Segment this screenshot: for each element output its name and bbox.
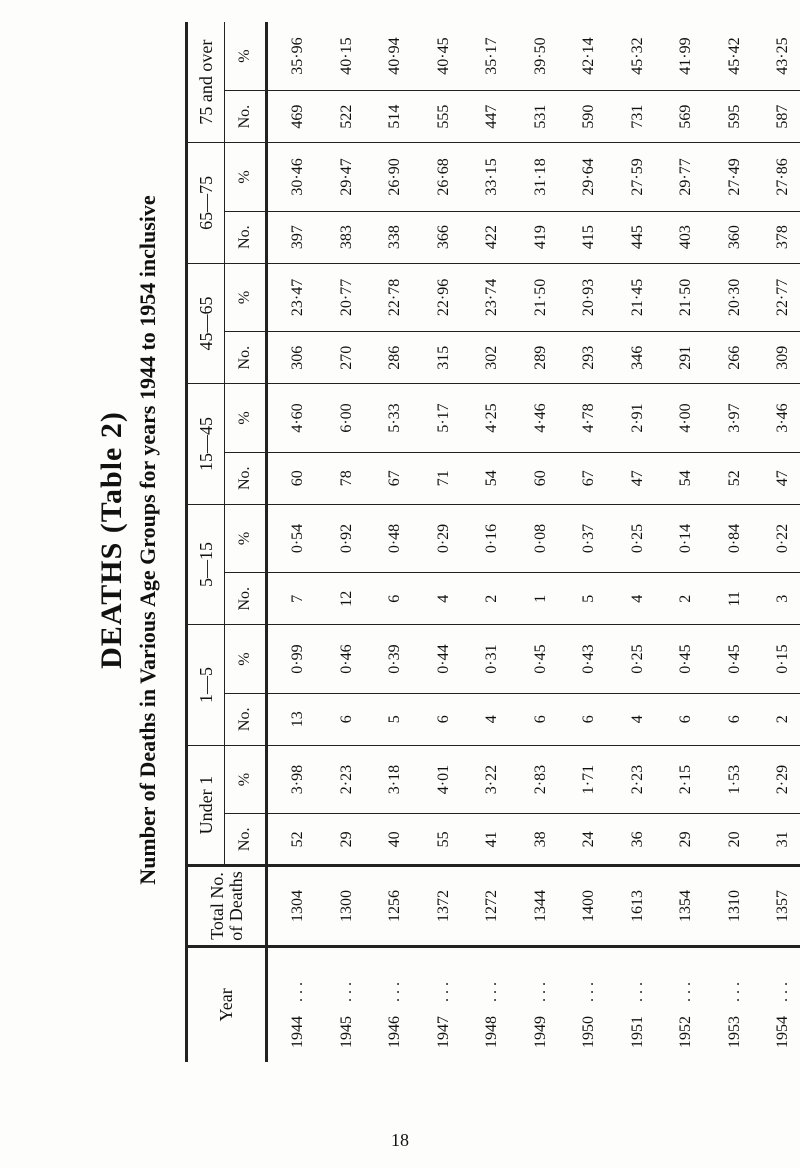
percent-cell: 0·31 — [468, 625, 517, 694]
count-cell: 531 — [517, 91, 566, 143]
count-cell: 47 — [759, 452, 800, 504]
percent-cell: 26·68 — [420, 143, 469, 212]
leader-dots: ... — [289, 978, 307, 1002]
percent-cell: 2·91 — [614, 384, 663, 453]
count-cell: 522 — [323, 91, 372, 143]
count-cell: 29 — [323, 814, 372, 866]
count-cell: 60 — [267, 452, 323, 504]
group-header-65-75: 65—75 — [187, 143, 225, 264]
group-header-15-45: 15—45 — [187, 384, 225, 505]
percent-cell: 40·45 — [420, 22, 469, 91]
year-value: 1945 — [337, 1016, 355, 1048]
page-number: 18 — [391, 1130, 409, 1150]
count-cell: 555 — [420, 91, 469, 143]
count-cell: 36 — [614, 814, 663, 866]
total-deaths-cell: 1613 — [614, 866, 663, 946]
count-cell: 54 — [468, 452, 517, 504]
group-header-5-15: 5—15 — [187, 504, 225, 625]
percent-cell: 3·22 — [468, 745, 517, 814]
percent-cell: 4·01 — [420, 745, 469, 814]
no-header: No. — [225, 693, 267, 745]
pct-header: % — [225, 384, 267, 453]
table-row — [420, 22, 469, 1062]
no-header: No. — [225, 573, 267, 625]
count-cell: 360 — [711, 211, 760, 263]
count-cell: 286 — [371, 332, 420, 384]
count-cell: 1 — [517, 573, 566, 625]
pct-header: % — [225, 625, 267, 694]
percent-cell: 3·98 — [267, 745, 323, 814]
count-cell: 514 — [371, 91, 420, 143]
year-cell — [468, 946, 517, 1062]
percent-cell: 27·49 — [711, 143, 760, 212]
count-cell: 6 — [662, 693, 711, 745]
percent-cell: 20·77 — [323, 263, 372, 332]
year-cell — [517, 946, 566, 1062]
leader-dots: ... — [483, 978, 501, 1002]
percent-cell: 29·64 — [565, 143, 614, 212]
year-cell — [420, 946, 469, 1062]
percent-cell: 0·44 — [420, 625, 469, 694]
count-cell: 447 — [468, 91, 517, 143]
count-cell: 309 — [759, 332, 800, 384]
year-value: 1944 — [289, 1016, 307, 1048]
count-cell: 12 — [323, 573, 372, 625]
percent-cell: 0·46 — [323, 625, 372, 694]
percent-cell: 0·45 — [662, 625, 711, 694]
count-cell: 4 — [614, 693, 663, 745]
leader-dots: ... — [580, 978, 598, 1002]
year-value: 1952 — [677, 1016, 695, 1048]
percent-cell: 22·77 — [759, 263, 800, 332]
percent-cell: 4·46 — [517, 384, 566, 453]
count-cell: 315 — [420, 332, 469, 384]
table-body — [267, 22, 800, 1062]
count-cell: 289 — [517, 332, 566, 384]
count-cell: 24 — [565, 814, 614, 866]
no-header: No. — [225, 91, 267, 143]
percent-cell: 22·96 — [420, 263, 469, 332]
total-deaths-cell: 1354 — [662, 866, 711, 946]
count-cell: 306 — [267, 332, 323, 384]
percent-cell: 23·74 — [468, 263, 517, 332]
deaths-table-container — [185, 22, 800, 1062]
group-header-75-over: 75 and over — [187, 22, 225, 143]
percent-cell: 0·14 — [662, 504, 711, 573]
table-row — [517, 22, 566, 1062]
percent-cell: 0·29 — [420, 504, 469, 573]
percent-cell: 4·78 — [565, 384, 614, 453]
table-row — [323, 22, 372, 1062]
percent-cell: 0·99 — [267, 625, 323, 694]
no-header: No. — [225, 332, 267, 384]
percent-cell: 35·96 — [267, 22, 323, 91]
percent-cell: 31·18 — [517, 143, 566, 212]
count-cell: 6 — [517, 693, 566, 745]
pct-header: % — [225, 504, 267, 573]
count-cell: 590 — [565, 91, 614, 143]
pct-header: % — [225, 22, 267, 91]
count-cell: 3 — [759, 573, 800, 625]
count-cell: 2 — [759, 693, 800, 745]
total-deaths-cell: 1400 — [565, 866, 614, 946]
group-header-1-5: 1—5 — [187, 625, 225, 746]
percent-cell: 45·32 — [614, 22, 663, 91]
total-deaths-cell: 1300 — [323, 866, 372, 946]
percent-cell: 4·00 — [662, 384, 711, 453]
count-cell: 6 — [711, 693, 760, 745]
count-cell: 5 — [371, 693, 420, 745]
percent-cell: 20·93 — [565, 263, 614, 332]
percent-cell: 45·42 — [711, 22, 760, 91]
count-cell: 78 — [323, 452, 372, 504]
count-cell: 29 — [662, 814, 711, 866]
count-cell: 6 — [420, 693, 469, 745]
percent-cell: 40·15 — [323, 22, 372, 91]
count-cell: 38 — [517, 814, 566, 866]
percent-cell: 2·15 — [662, 745, 711, 814]
table-row — [468, 22, 517, 1062]
count-cell: 403 — [662, 211, 711, 263]
count-cell: 40 — [371, 814, 420, 866]
percent-cell: 33·15 — [468, 143, 517, 212]
percent-cell: 3·97 — [711, 384, 760, 453]
percent-cell: 0·92 — [323, 504, 372, 573]
percent-cell: 5·33 — [371, 384, 420, 453]
count-cell: 60 — [517, 452, 566, 504]
count-cell: 302 — [468, 332, 517, 384]
percent-cell: 3·18 — [371, 745, 420, 814]
total-deaths-cell: 1372 — [420, 866, 469, 946]
count-cell: 397 — [267, 211, 323, 263]
group-header-45-65: 45—65 — [187, 263, 225, 384]
year-cell — [267, 946, 323, 1062]
pct-header: % — [225, 263, 267, 332]
count-cell: 6 — [371, 573, 420, 625]
count-cell: 587 — [759, 91, 800, 143]
count-cell: 2 — [662, 573, 711, 625]
percent-cell: 40·94 — [371, 22, 420, 91]
percent-cell: 1·71 — [565, 745, 614, 814]
percent-cell: 22·78 — [371, 263, 420, 332]
count-cell: 4 — [468, 693, 517, 745]
percent-cell: 6·00 — [323, 384, 372, 453]
total-deaths-cell: 1304 — [267, 866, 323, 946]
year-cell — [759, 946, 800, 1062]
leader-dots: ... — [531, 978, 549, 1002]
count-cell: 5 — [565, 573, 614, 625]
count-cell: 422 — [468, 211, 517, 263]
no-header: No. — [225, 814, 267, 866]
percent-cell: 2·83 — [517, 745, 566, 814]
table-row — [614, 22, 663, 1062]
percent-cell: 29·77 — [662, 143, 711, 212]
year-cell — [662, 946, 711, 1062]
count-cell: 41 — [468, 814, 517, 866]
count-cell: 569 — [662, 91, 711, 143]
leader-dots: ... — [725, 978, 743, 1002]
count-cell: 67 — [371, 452, 420, 504]
percent-cell: 0·43 — [565, 625, 614, 694]
count-cell: 378 — [759, 211, 800, 263]
count-cell: 52 — [711, 452, 760, 504]
table-row — [371, 22, 420, 1062]
year-value: 1951 — [628, 1016, 646, 1048]
count-cell: 415 — [565, 211, 614, 263]
total-header: Total No. of Deaths — [187, 866, 267, 946]
percent-cell: 23·47 — [267, 263, 323, 332]
count-cell: 4 — [420, 573, 469, 625]
count-cell: 293 — [565, 332, 614, 384]
percent-cell: 26·90 — [371, 143, 420, 212]
percent-cell: 21·50 — [517, 263, 566, 332]
percent-cell: 21·45 — [614, 263, 663, 332]
year-cell — [371, 946, 420, 1062]
percent-cell: 43·25 — [759, 22, 800, 91]
table-row — [662, 22, 711, 1062]
percent-cell: 39·50 — [517, 22, 566, 91]
percent-cell: 2·23 — [614, 745, 663, 814]
percent-cell: 4·60 — [267, 384, 323, 453]
count-cell: 731 — [614, 91, 663, 143]
count-cell: 55 — [420, 814, 469, 866]
table-row — [565, 22, 614, 1062]
total-deaths-cell: 1256 — [371, 866, 420, 946]
count-cell: 595 — [711, 91, 760, 143]
pct-header: % — [225, 745, 267, 814]
count-cell: 6 — [323, 693, 372, 745]
count-cell: 6 — [565, 693, 614, 745]
year-cell — [711, 946, 760, 1062]
year-value: 1946 — [386, 1016, 404, 1048]
total-deaths-cell: 1272 — [468, 866, 517, 946]
count-cell: 13 — [267, 693, 323, 745]
year-value: 1953 — [725, 1016, 743, 1048]
total-deaths-cell: 1357 — [759, 866, 800, 946]
percent-cell: 21·50 — [662, 263, 711, 332]
percent-cell: 0·16 — [468, 504, 517, 573]
deaths-table — [185, 22, 800, 1062]
year-value: 1949 — [531, 1016, 549, 1048]
percent-cell: 27·59 — [614, 143, 663, 212]
count-cell: 11 — [711, 573, 760, 625]
table-row — [759, 22, 800, 1062]
count-cell: 52 — [267, 814, 323, 866]
percent-cell: 20·30 — [711, 263, 760, 332]
pct-header: % — [225, 143, 267, 212]
count-cell: 266 — [711, 332, 760, 384]
count-cell: 71 — [420, 452, 469, 504]
percent-cell: 0·48 — [371, 504, 420, 573]
percent-cell: 42·14 — [565, 22, 614, 91]
no-header: No. — [225, 211, 267, 263]
count-cell: 7 — [267, 573, 323, 625]
group-header-under-1: Under 1 — [187, 745, 225, 866]
count-cell: 366 — [420, 211, 469, 263]
year-value: 1950 — [580, 1016, 598, 1048]
leader-dots: ... — [628, 978, 646, 1002]
table-row — [711, 22, 760, 1062]
year-value: 1954 — [774, 1016, 792, 1048]
count-cell: 67 — [565, 452, 614, 504]
percent-cell: 0·22 — [759, 504, 800, 573]
count-cell: 2 — [468, 573, 517, 625]
percent-cell: 0·15 — [759, 625, 800, 694]
year-cell — [323, 946, 372, 1062]
count-cell: 445 — [614, 211, 663, 263]
percent-cell: 1·53 — [711, 745, 760, 814]
percent-cell: 41·99 — [662, 22, 711, 91]
count-cell: 20 — [711, 814, 760, 866]
leader-dots: ... — [434, 978, 452, 1002]
count-cell: 4 — [614, 573, 663, 625]
percent-cell: 27·86 — [759, 143, 800, 212]
percent-cell: 0·45 — [517, 625, 566, 694]
table-row — [267, 22, 323, 1062]
percent-cell: 0·39 — [371, 625, 420, 694]
percent-cell: 0·45 — [711, 625, 760, 694]
percent-cell: 30·46 — [267, 143, 323, 212]
count-cell: 338 — [371, 211, 420, 263]
leader-dots: ... — [386, 978, 404, 1002]
leader-dots: ... — [677, 978, 695, 1002]
count-cell: 270 — [323, 332, 372, 384]
count-cell: 291 — [662, 332, 711, 384]
leader-dots: ... — [337, 978, 355, 1002]
count-cell: 54 — [662, 452, 711, 504]
count-cell: 383 — [323, 211, 372, 263]
year-cell — [614, 946, 663, 1062]
percent-cell: 0·37 — [565, 504, 614, 573]
count-cell: 346 — [614, 332, 663, 384]
percent-cell: 0·25 — [614, 625, 663, 694]
year-value: 1947 — [434, 1016, 452, 1048]
count-cell: 419 — [517, 211, 566, 263]
percent-cell: 35·17 — [468, 22, 517, 91]
total-deaths-cell: 1344 — [517, 866, 566, 946]
table-title: DEATHS (Table 2) — [95, 411, 128, 669]
percent-cell: 2·29 — [759, 745, 800, 814]
year-value: 1948 — [483, 1016, 501, 1048]
table-subtitle: Number of Deaths in Various Age Groups for years 1944 to 1954 inclusive — [135, 195, 160, 885]
percent-cell: 0·84 — [711, 504, 760, 573]
percent-cell: 0·25 — [614, 504, 663, 573]
percent-cell: 3·46 — [759, 384, 800, 453]
leader-dots: ... — [774, 978, 792, 1002]
count-cell: 47 — [614, 452, 663, 504]
percent-cell: 5·17 — [420, 384, 469, 453]
year-cell — [565, 946, 614, 1062]
percent-cell: 0·54 — [267, 504, 323, 573]
percent-cell: 29·47 — [323, 143, 372, 212]
group-header-row — [187, 22, 225, 1062]
total-deaths-cell: 1310 — [711, 866, 760, 946]
percent-cell: 2·23 — [323, 745, 372, 814]
percent-cell: 0·08 — [517, 504, 566, 573]
year-header: Year — [187, 946, 267, 1062]
count-cell: 31 — [759, 814, 800, 866]
no-header: No. — [225, 452, 267, 504]
count-cell: 469 — [267, 91, 323, 143]
percent-cell: 4·25 — [468, 384, 517, 453]
